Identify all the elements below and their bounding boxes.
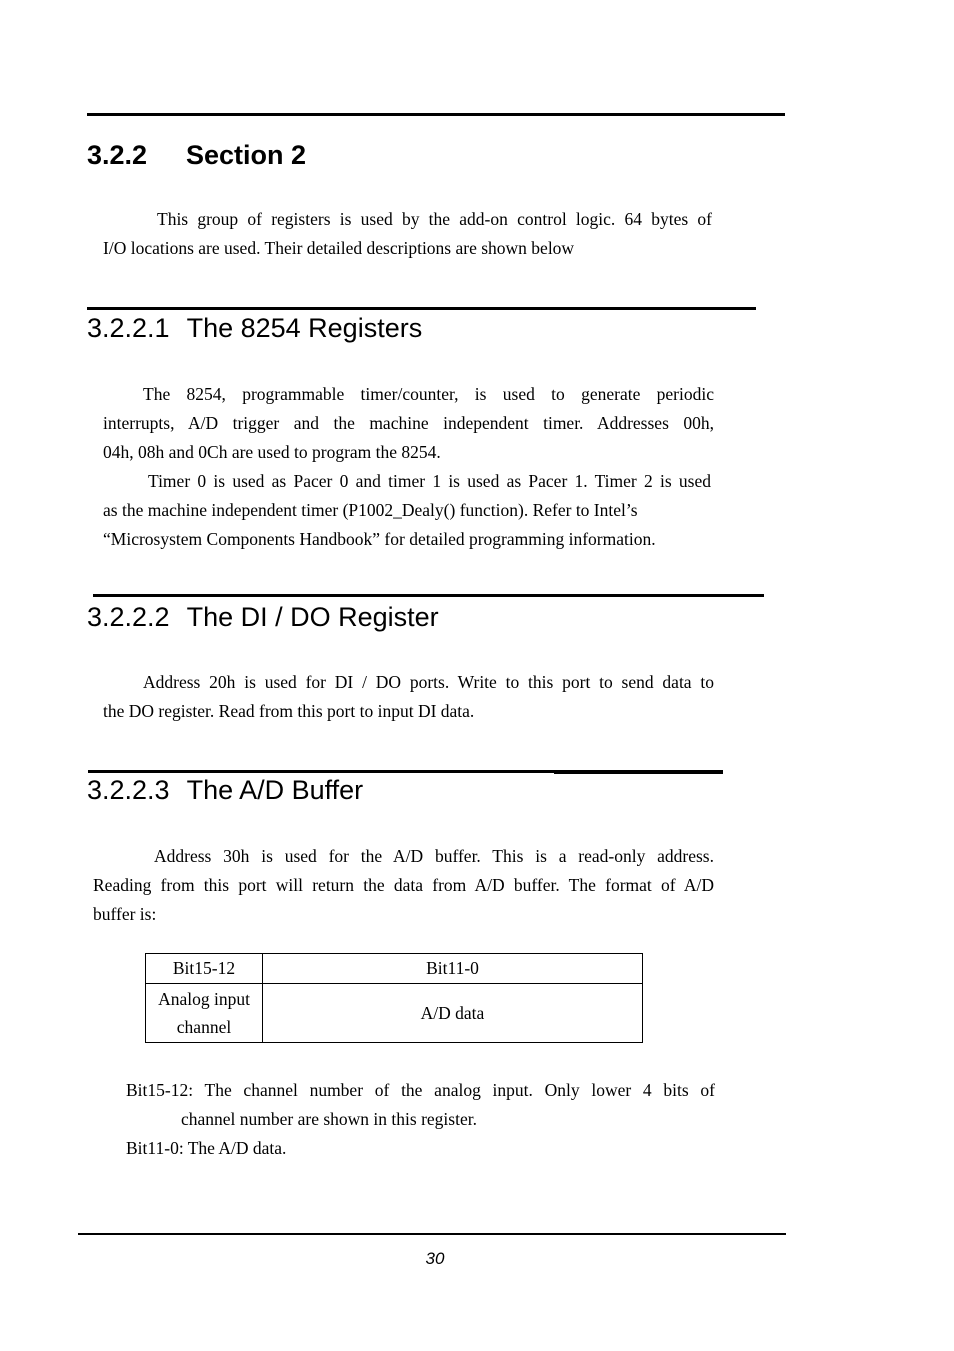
paragraph-line: the DO register. Read from this port to input DI data. — [103, 701, 475, 721]
table-cell-line: Analog input — [158, 989, 250, 1009]
intro-line: I/O locations are used. Their detailed descriptions are shown below — [103, 238, 575, 258]
paragraph-line: Address 30h is used for the A/D buffer. This is a read-only address. — [154, 846, 714, 866]
subsection-title: The A/D Buffer — [186, 775, 364, 805]
paragraph-adbuf — [93, 842, 714, 929]
section-intro — [103, 205, 712, 263]
note-line: Bit15-12: The channel number of the analog input. Only lower 4 bits of — [126, 1080, 715, 1100]
top-rule — [87, 113, 785, 116]
paragraph-line: The 8254, programmable timer/counter, is used to generate periodic — [143, 384, 714, 404]
subsection-title: The 8254 Registers — [186, 313, 423, 343]
subsection-number: 3.2.2.2 — [87, 602, 170, 632]
paragraph-line: as the machine independent timer (P1002_Dealy() function). Refer to Intel’s — [103, 500, 638, 520]
paragraph-8254 — [103, 380, 714, 554]
subsection-number: 3.2.2.1 — [87, 313, 170, 343]
table-cell-channel — [146, 984, 263, 1043]
subsection-heading-adbuf — [87, 775, 363, 806]
section-heading — [87, 140, 306, 171]
table-cell-line: channel — [176, 1017, 232, 1037]
paragraph-line: “Microsystem Components Handbook” for detailed programming information. — [103, 529, 656, 549]
paragraph-line: Address 20h is used for DI / DO ports. Write to this port to send data to — [143, 672, 714, 692]
intro-line: This group of registers is used by the add-on control logic. 64 bytes of — [157, 209, 712, 229]
ad-buffer-format-table — [145, 953, 643, 1043]
paragraph-line: Timer 0 is used as Pacer 0 and timer 1 is used as Pacer 1. Timer 2 is used — [148, 471, 711, 491]
table-cell-data: A/D data — [263, 984, 643, 1043]
subsection-number: 3.2.2.3 — [87, 775, 170, 805]
subsection-rule — [554, 770, 723, 774]
paragraph-dido — [103, 668, 714, 726]
paragraph-line: interrupts, A/D trigger and the machine independent timer. Addresses 00h, — [103, 413, 714, 433]
note-line: Bit11-0: The A/D data. — [126, 1138, 287, 1158]
table-header-cell: Bit15-12 — [146, 954, 263, 984]
note-line: channel number are shown in this register. — [181, 1109, 477, 1129]
subsection-title: The DI / DO Register — [186, 602, 439, 632]
subsection-heading-8254 — [87, 313, 422, 344]
page-number: 30 — [425, 1249, 445, 1268]
footer-rule — [78, 1233, 786, 1235]
subsection-rule — [93, 594, 764, 597]
table-row — [146, 984, 643, 1043]
subsection-rule — [87, 307, 756, 310]
table-header-cell: Bit11-0 — [263, 954, 643, 984]
paragraph-line: 04h, 08h and 0Ch are used to program the 8254. — [103, 442, 441, 462]
paragraph-line: Reading from this port will return the data from A/D buffer. The format of A/D — [93, 875, 714, 895]
bit-notes — [126, 1076, 715, 1163]
table-header-row — [146, 954, 643, 984]
subsection-heading-dido — [87, 602, 439, 633]
section-number: 3.2.2 — [87, 140, 148, 170]
section-title: Section 2 — [186, 140, 307, 170]
subsection-rule — [88, 770, 554, 773]
paragraph-line: buffer is: — [93, 904, 157, 924]
